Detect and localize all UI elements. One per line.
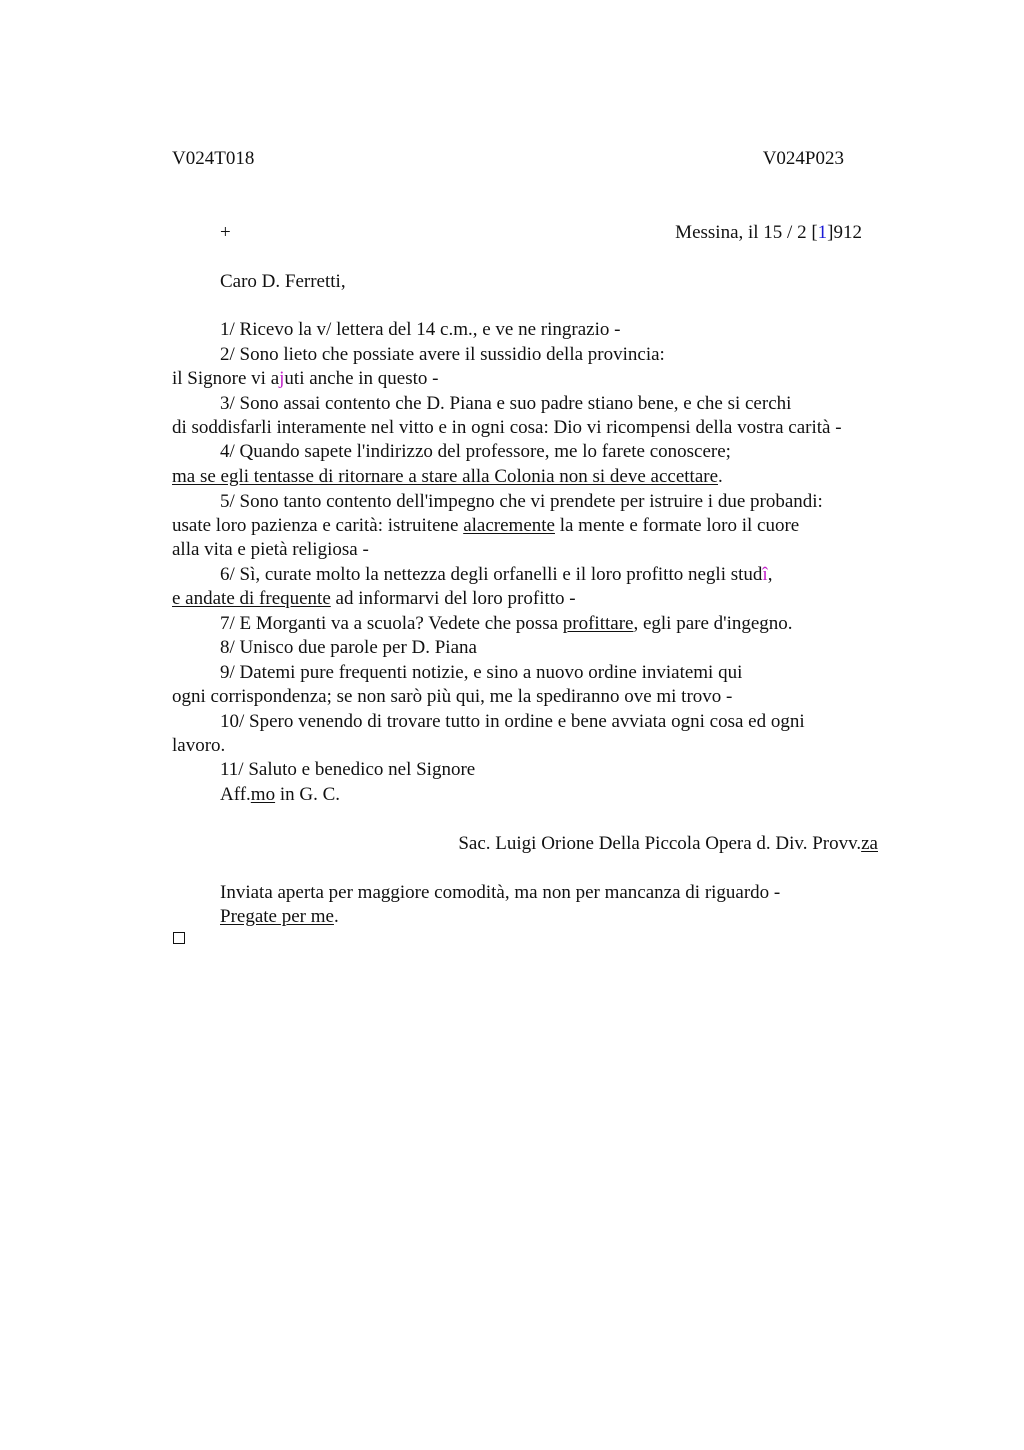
end-marker-box [173,932,185,944]
p5-text-post: la mente e formate loro il cuore [554,515,800,536]
document-code-left: V024T018 [172,148,255,169]
p6-underlined: e andate di frequente [172,588,331,609]
paragraph-10-line-2: lavoro. [172,735,226,756]
postscript: Inviata aperta per maggiore comodità, ma non per mancanza di riguardo - [220,882,781,903]
postscript-request [220,905,339,929]
cross-mark: + [220,222,231,243]
signature-text: Sac. Luigi Orione Della Piccola Opera d. Div. Provv. [458,833,862,854]
place-date-prefix: Messina, il 15 / 2 [ [675,222,818,243]
paragraph-6-line-2 [172,587,576,611]
p6-text-pre: 6/ Sì, curate molto la nettezza degli orfanelli e il loro profitto negli stud [220,564,763,585]
paragraph-10-line-1: 10/ Spero venendo di trovare tutto in ordine e bene avviata ogni cosa ed ogni [220,711,805,732]
document-code-right: V024P023 [762,148,844,169]
ps-end: . [333,906,339,927]
p2-text-pre: il Signore vi a [172,368,280,389]
signature [458,832,878,856]
paragraph-2-line-1: 2/ Sono lieto che possiate avere il sussidio della provincia: [220,344,665,365]
paragraph-9-line-1: 9/ Datemi pure frequenti notizie, e sino a nuovo ordine inviatemi qui [220,662,743,683]
paragraph-9-line-2: ogni corrispondenza; se non sarò più qui, me la spediranno ove mi trovo - [172,686,733,707]
paragraph-3-line-1: 3/ Sono assai contento che D. Piana e suo padre stiano bene, e che si cerchi [220,393,792,414]
p6-text-post: , [767,564,773,585]
p2-text-post: uti anche in questo - [284,368,439,389]
paragraph-5-line-2 [172,514,799,538]
salutation: Caro D. Ferretti, [220,271,346,292]
ps-underlined: Pregate per me [220,906,334,927]
closing-underlined: mo [250,784,276,805]
place-date [675,222,862,244]
p4-underlined: ma se egli tentasse di ritornare a stare alla Colonia non si deve accettare [172,466,719,487]
p4-end: . [718,466,723,487]
p7-text-pre: 7/ E Morganti va a scuola? Vedete che possa [220,613,563,634]
p5-text-pre: usate loro pazienza e carità: istruitene [172,515,464,536]
p5-underlined: alacremente [463,515,555,536]
p7-text-post: , egli pare d'ingegno. [633,613,793,634]
place-date-inserted: 1 [817,222,828,243]
paragraph-3-line-2: di soddisfarli interamente nel vitto e in ogni cosa: Dio vi ricompensi della vostra carità - [172,417,842,438]
paragraph-7 [220,612,793,636]
paragraph-5-line-3: alla vita e pietà religiosa - [172,539,369,560]
closing-pre: Aff. [220,784,251,805]
p2-marked-letter: j [279,368,285,389]
paragraph-6-line-1 [220,563,772,587]
paragraph-2-line-2 [172,367,439,391]
paragraph-4-line-2 [172,465,723,489]
paragraph-1: 1/ Ricevo la v/ lettera del 14 c.m., e ve ne ringrazio - [220,319,621,340]
closing-post: in G. C. [275,784,341,805]
p7-underlined: profittare [562,613,634,634]
paragraph-4-line-1: 4/ Quando sapete l'indirizzo del professore, me lo farete conoscere; [220,441,731,462]
paragraph-8: 8/ Unisco due parole per D. Piana [220,637,477,658]
place-date-suffix: ]912 [827,222,862,243]
paragraph-11: 11/ Saluto e benedico nel Signore [220,759,476,780]
p6-text-end: ad informarvi del loro profitto - [330,588,576,609]
signature-underlined: za [861,833,878,854]
p6-marked-letter: î [762,564,768,585]
paragraph-5-line-1: 5/ Sono tanto contento dell'impegno che vi prendete per istruire i due probandi: [220,491,823,512]
closing [220,783,340,807]
